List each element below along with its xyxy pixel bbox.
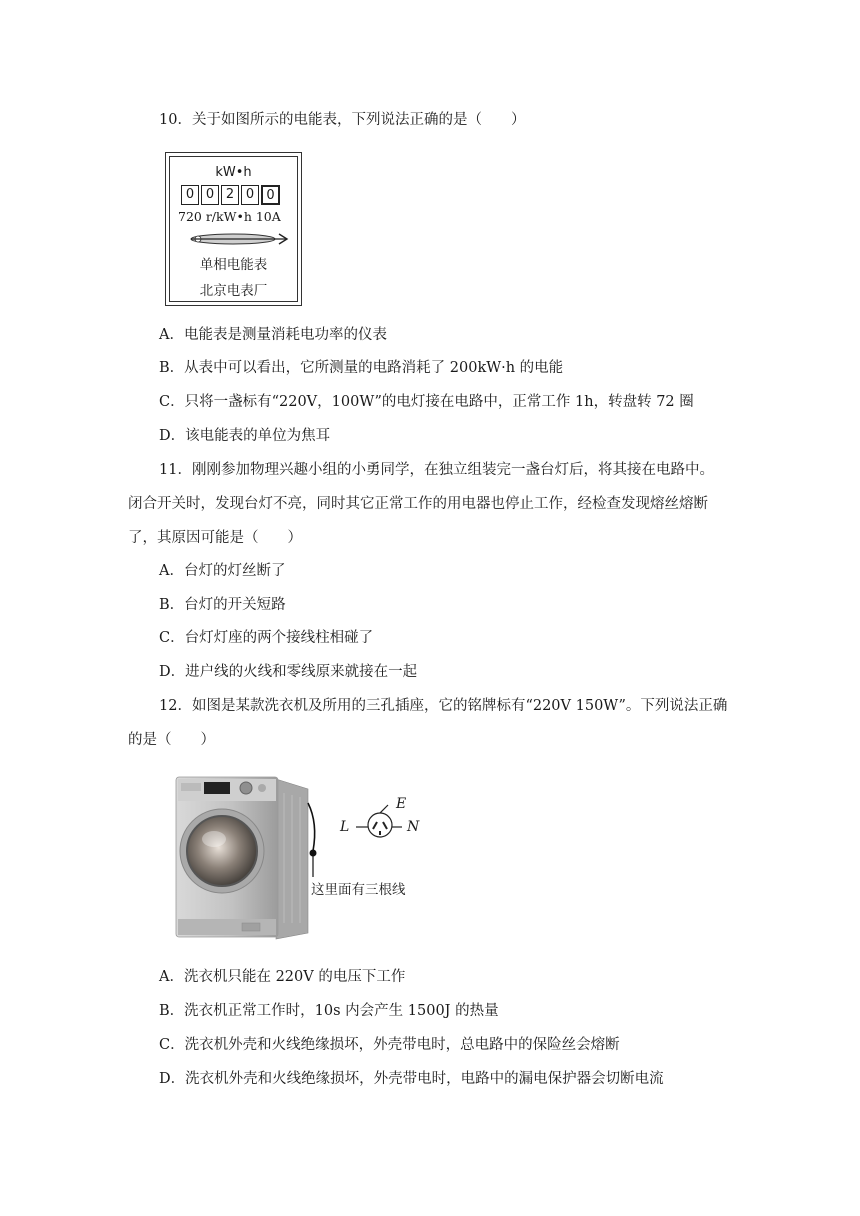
meter-inner-frame: [169, 156, 298, 302]
q10-stem: 10．关于如图所示的电能表，下列说法正确的是（ ）: [159, 112, 526, 128]
q11-option-d: D．进户线的火线和零线原来就接在一起: [159, 664, 418, 680]
q12-option-a: A．洗衣机只能在 220V 的电压下工作: [159, 969, 406, 985]
meter-name-label: 单相电能表: [199, 257, 268, 273]
meter-digit: 2: [221, 185, 239, 205]
meter-digit: 0: [181, 185, 199, 205]
socket-label-n: N: [407, 819, 420, 835]
q11-option-a: A．台灯的灯丝断了: [159, 563, 286, 579]
meter-digit-decimal: 0: [261, 185, 280, 205]
electric-meter-figure: [165, 152, 302, 306]
q11-stem-line-2: 闭合开关时，发现台灯不亮，同时其它正常工作的用电器也停止工作，经检查发现熔丝熔断: [128, 496, 708, 512]
q12-option-c: C．洗衣机外壳和火线绝缘损坏，外壳带电时，总电路中的保险丝会熔断: [159, 1037, 620, 1053]
q10-option-d: D．该电能表的单位为焦耳: [159, 428, 331, 444]
q11-stem-line-3: 了，其原因可能是（ ）: [128, 530, 302, 546]
q12-option-b: B．洗衣机正常工作时，10s 内会产生 1500J 的热量: [159, 1003, 499, 1019]
meter-unit-label: kW•h: [215, 165, 252, 180]
q11-option-b: B．台灯的开关短路: [159, 597, 286, 613]
socket-label-l: L: [340, 819, 350, 835]
q12-stem-line-1: 12．如图是某款洗衣机及所用的三孔插座，它的铭牌标有“220V 150W”。下列说法正确: [159, 698, 728, 714]
socket-label-e: E: [396, 796, 407, 812]
q10-option-c: C．只将一盏标有“220V，100W”的电灯接在电路中，正常工作 1h，转盘转 72 圈: [159, 394, 694, 410]
meter-dial-arrow-icon: [188, 231, 290, 247]
q10-option-b: B．从表中可以看出，它所测量的电路消耗了 200kW·h 的电能: [159, 360, 564, 376]
q12-option-d: D．洗衣机外壳和火线绝缘损坏，外壳带电时，电路中的漏电保护器会切断电流: [159, 1071, 664, 1087]
q10-option-a: A．电能表是测量消耗电功率的仪表: [159, 327, 387, 343]
washing-machine-figure: [172, 773, 322, 943]
meter-digit: 0: [201, 185, 219, 205]
meter-maker-label: 北京电表厂: [199, 283, 268, 299]
q11-option-c: C．台灯灯座的两个接线柱相碰了: [159, 630, 374, 646]
q12-stem-line-2: 的是（ ）: [128, 732, 215, 748]
meter-spec-label: 720 r/kW•h 10A: [178, 209, 281, 224]
meter-digit: 0: [241, 185, 259, 205]
three-wires-label: 这里面有三根线: [311, 882, 406, 898]
meter-digit-row: [181, 185, 282, 205]
q11-stem-line-1: 11．刚刚参加物理兴趣小组的小勇同学，在独立组装完一盏台灯后，将其接在电路中。: [159, 462, 714, 478]
